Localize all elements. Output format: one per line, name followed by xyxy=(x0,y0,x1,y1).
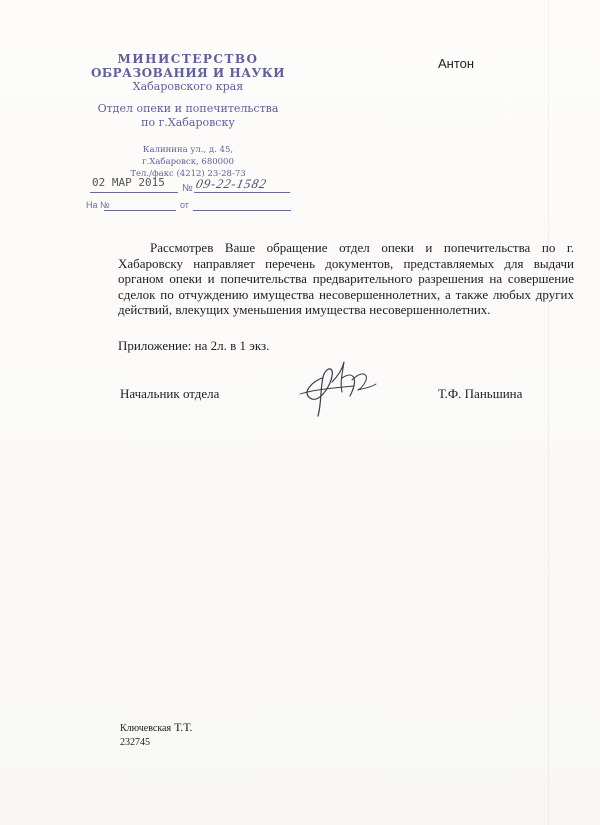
letter-body xyxy=(118,240,574,318)
letterhead-department: Отдел опеки и попечительства xyxy=(97,102,279,115)
letterhead-department-city: по г.Хабаровску xyxy=(141,116,235,129)
letterhead-address-street: Калинина ул., д. 45, xyxy=(142,145,234,155)
executor-phone: 232745 xyxy=(120,737,150,748)
registration-number-label: № xyxy=(182,183,193,194)
signatory-name: Т.Ф. Паньшина xyxy=(438,386,523,401)
letterhead-phone: Тел./факс (4212) 23-28-73 xyxy=(130,169,246,179)
letterhead-stamp xyxy=(82,52,294,180)
attachment-note: Приложение: на 2л. в 1 экз. xyxy=(118,338,270,353)
letterhead-ministry: МИНИСТЕРСТВО xyxy=(117,52,259,66)
recipient-name: Антон xyxy=(438,56,475,71)
executor-block xyxy=(120,720,192,750)
reply-to-date-blank xyxy=(193,200,291,211)
paper-fold xyxy=(548,0,549,825)
letterhead-ministry-subtitle: ОБРАЗОВАНИЯ И НАУКИ xyxy=(90,66,286,80)
executor-initials: Т.Т. xyxy=(171,720,193,734)
registration-number: 09-22-1582 xyxy=(194,176,294,193)
executor-surname: Ключевская xyxy=(120,723,172,734)
reply-to-date-label: от xyxy=(180,200,189,210)
registration-date: 02 МАР 2015 xyxy=(90,176,178,193)
letterhead-address-city: г.Хабаровск, 680000 xyxy=(142,157,234,167)
letter-paragraph: Рассмотрев Ваше обращение отдел опеки и попечительства по г. Хабаровску направляет перечень документов, представляемых для выдачи органом опеки и попечительства предварительного разрешения на совершение сделок по отчуждению имущества несовершеннолетних, а также любых других действий, влекущих уменьшения имущества несовершеннолетних. xyxy=(118,240,574,318)
signatory-title: Начальник отдела xyxy=(120,386,220,401)
reply-to-number-blank xyxy=(104,200,176,211)
letterhead-region: Хабаровского края xyxy=(132,80,244,93)
handwritten-signature-icon xyxy=(292,348,382,424)
reply-to-number-label: На № xyxy=(86,200,110,210)
